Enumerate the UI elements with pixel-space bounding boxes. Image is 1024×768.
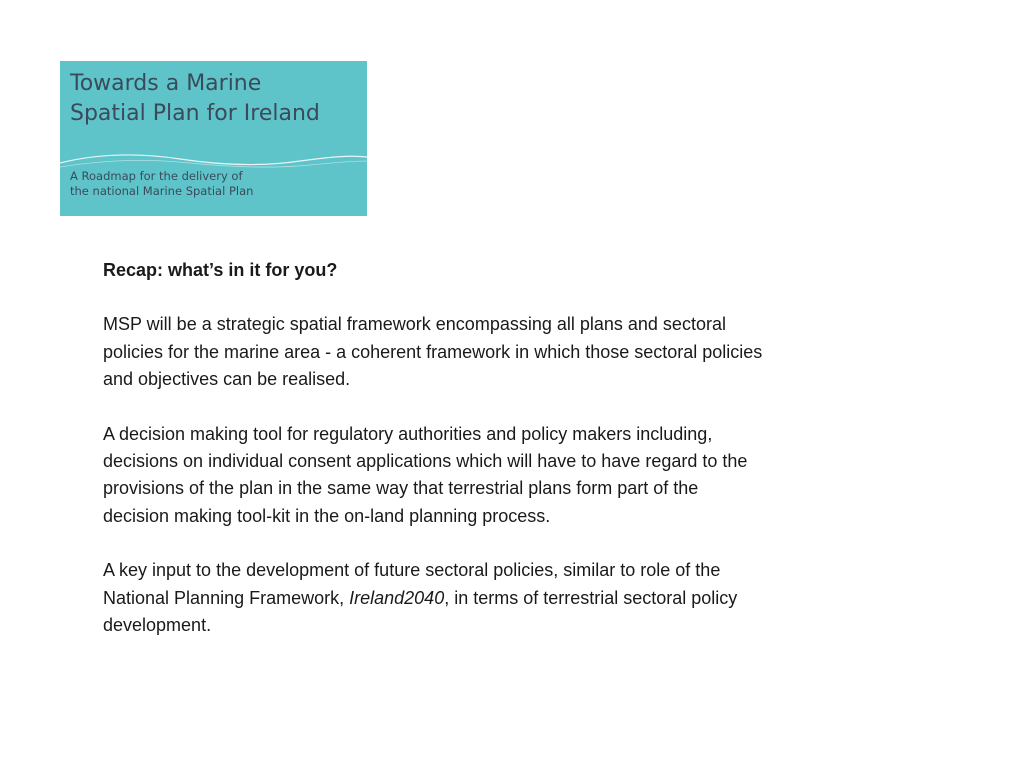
banner-subtitle-line-1: A Roadmap for the delivery of (70, 169, 243, 183)
text-segment: National Planning Framework, (103, 587, 350, 608)
banner-title (70, 69, 320, 129)
slide-body (103, 257, 903, 667)
paragraph-line: development. (103, 614, 212, 635)
paragraph-line: decision making tool-kit in the on-land planning process. (103, 505, 551, 526)
paragraph-msp-framework (103, 311, 903, 393)
paragraph-line: A decision making tool for regulatory authorities and policy makers including, (103, 423, 713, 444)
paragraph-line: A key input to the development of future sectoral policies, similar to role of the (103, 560, 721, 581)
banner-subtitle-line-2: the national Marine Spatial Plan (70, 184, 254, 198)
italic-plan-name: Ireland2040 (349, 587, 445, 608)
text-segment: , in terms of terrestrial sectoral policy (444, 587, 738, 608)
banner-title-line-1: Towards a Marine (70, 71, 262, 96)
paragraph-line: decisions on individual consent applications which will have to have regard to the (103, 450, 748, 471)
banner-subtitle (70, 169, 253, 199)
paragraph-key-input (103, 557, 903, 639)
paragraph-line-with-italic (103, 585, 903, 612)
report-cover-banner (60, 61, 367, 216)
paragraph-line: policies for the marine area - a coherent framework in which those sectoral policies (103, 341, 763, 362)
paragraph-line: MSP will be a strategic spatial framework encompassing all plans and sectoral (103, 314, 726, 335)
paragraph-line: and objectives can be realised. (103, 368, 351, 389)
paragraph-decision-tool (103, 421, 903, 530)
slide-heading: Recap: what’s in it for you? (103, 260, 338, 280)
paragraph-line: provisions of the plan in the same way that terrestrial plans form part of the (103, 478, 699, 499)
banner-title-line-2: Spatial Plan for Ireland (70, 101, 320, 126)
